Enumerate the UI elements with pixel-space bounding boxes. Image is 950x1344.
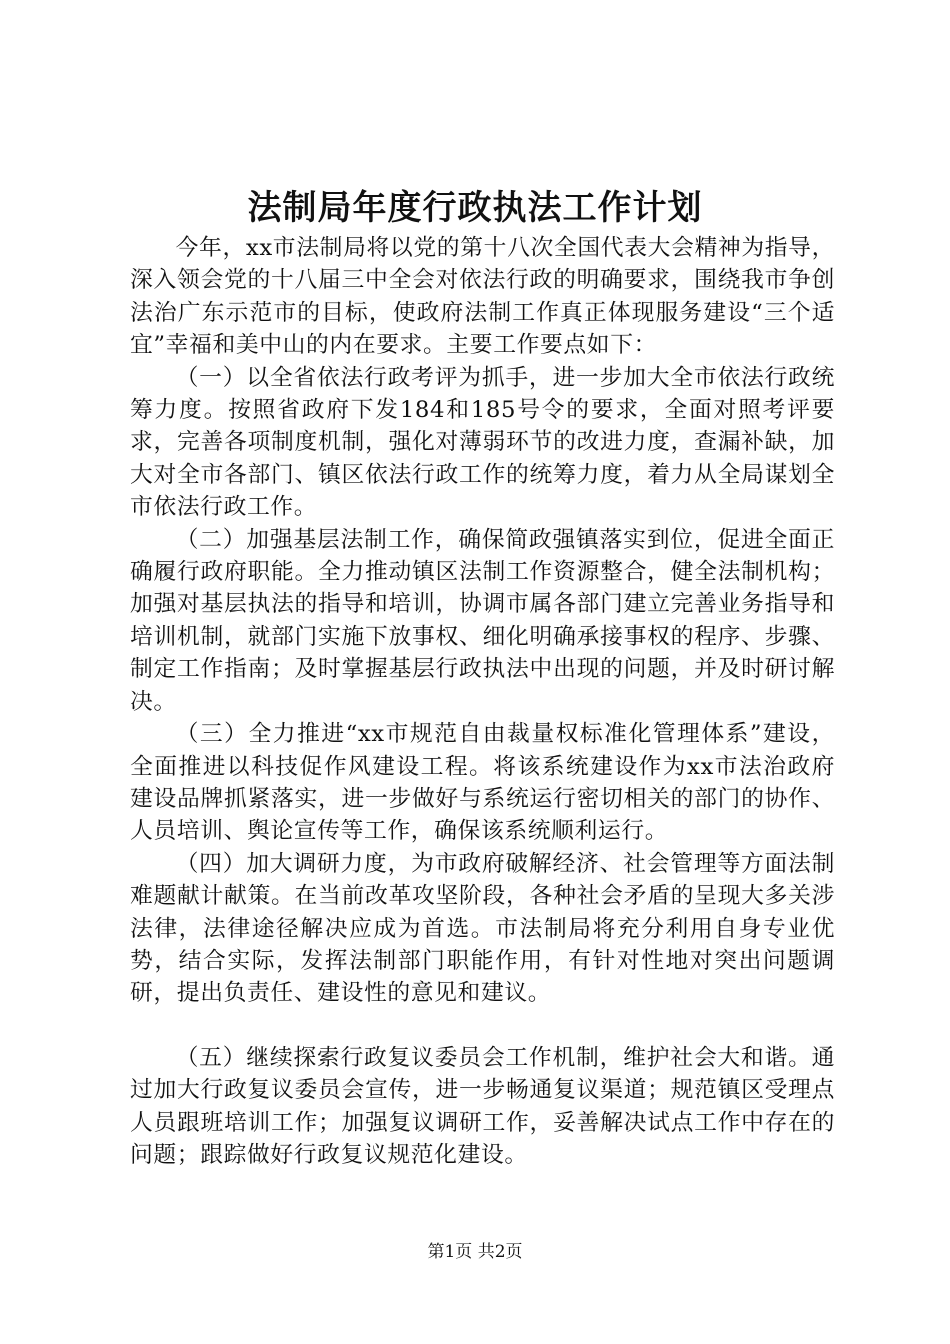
paragraph-item-3: （三）全力推进“xx市规范自由裁量权标准化管理体系”建设，全面推进以科技促作风建设工程。将该系统建设作为xx市法治政府建设品牌抓紧落实，进一步做好与系统运行密切相关的部门的协作、人员培训、舆论宣传等工作，确保该系统顺利运行。 — [130, 721, 835, 845]
paragraph-intro: 今年，xx市法制局将以党的第十八次全国代表大会精神为指导，深入领会党的十八届三中全会对依法行政的明确要求，围绕我市争创法治广东示范市的目标，使政府法制工作真正体现服务建设“三个适宜”幸福和美中山的内在要求。主要工作要点如下： — [130, 235, 835, 359]
paragraph-item-1: （一）以全省依法行政考评为抓手，进一步加大全市依法行政统筹力度。按照省政府下发184和185号令的要求，全面对照考评要求，完善各项制度机制，强化对薄弱环节的改进力度，查漏补缺，加大对全市各部门、镇区依法行政工作的统筹力度，着力从全局谋划全市依法行政工作。 — [130, 364, 835, 521]
document-title: 法制局年度行政执法工作计划 — [247, 188, 703, 228]
paragraph-item-2: （二）加强基层法制工作，确保简政强镇落实到位，促进全面正确履行政府职能。全力推动镇区法制工作资源整合，健全法制机构；加强对基层执法的指导和培训，协调市属各部门建立完善业务指导和培训机制，就部门实施下放事权、细化明确承接事权的程序、步骤、制定工作指南；及时掌握基层行政执法中出现的问题，并及时研讨解决。 — [130, 526, 835, 715]
document-body — [130, 232, 835, 1171]
paragraph-item-5: （五）继续探索行政复议委员会工作机制，维护社会大和谐。通过加大行政复议委员会宣传，进一步畅通复议渠道；规范镇区受理点人员跟班培训工作；加强复议调研工作，妥善解决试点工作中存在的问题；跟踪做好行政复议规范化建设。 — [130, 1044, 835, 1168]
page-number-footer: 第1页 共2页 — [427, 1242, 523, 1262]
paragraph-item-4: （四）加大调研力度，为市政府破解经济、社会管理等方面法制难题献计献策。在当前改革攻坚阶段，各种社会矛盾的呈现大多关涉法律，法律途径解决应成为首选。市法制局将充分利用自身专业优势，结合实际，发挥法制部门职能作用，有针对性地对突出问题调研，提出负责任、建设性的意见和建议。 — [130, 850, 835, 1007]
